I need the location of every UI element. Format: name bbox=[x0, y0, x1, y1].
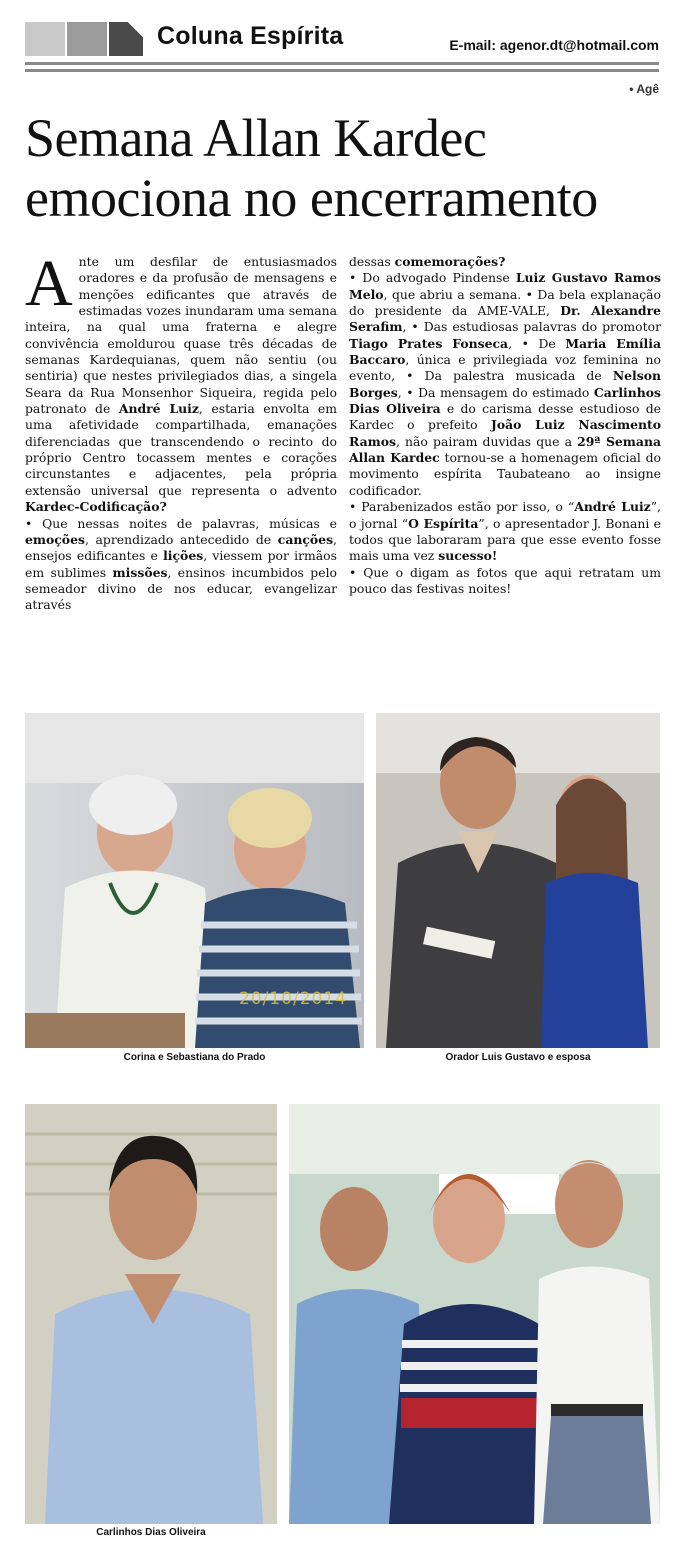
article-column-right bbox=[349, 254, 661, 597]
text: nte um desfilar de entusiasmados oradores e da profusão de mensagens e menções edificantes que através de estimadas vozes inundaram uma semana inteira, na qual uma fraterna e alegre convivência emoldurou quase três décadas de semanas Kardequianas, quem não sentiu (ou sentiria) que nestes privilegiados dias, a singela Seara da Rua Monsenhor Siqueira, regida pelo patronato de bbox=[25, 254, 337, 417]
article-headline bbox=[25, 108, 665, 228]
headline-line-2: emociona no encerramento bbox=[25, 168, 598, 228]
name-highlight: Carlinhos Dias Oliveira bbox=[349, 384, 661, 417]
term-highlight: lições bbox=[163, 548, 204, 564]
author-byline: • Agê bbox=[629, 82, 659, 96]
term-highlight: emoções bbox=[25, 531, 85, 547]
term-highlight: missões bbox=[112, 564, 168, 580]
column-header bbox=[0, 0, 679, 96]
header-rule-top bbox=[25, 62, 659, 65]
text: dessas bbox=[349, 254, 395, 269]
text: ”, o apresentador J. Bonani e todos que laboraram para que esse evento fosse mais uma vez bbox=[349, 515, 661, 564]
text: • Que nessas noites de palavras, músicas e bbox=[25, 515, 337, 531]
text: e do carisma desse estudioso de Kardec o prefeito bbox=[349, 401, 661, 433]
paragraph bbox=[25, 516, 337, 614]
text: , • De bbox=[508, 335, 566, 351]
text: tornou-se a homenagem oficial do movimento espírita Taubateano ao insigne codificador. bbox=[349, 450, 662, 498]
text: , única e privilegiada voz feminina no evento, • Da palestra musicada de bbox=[349, 352, 661, 384]
header-block-mid bbox=[67, 22, 107, 56]
photo-caption: Corina e Sebastiana do Prado bbox=[123, 1052, 266, 1063]
photo-image bbox=[376, 713, 660, 1048]
paragraph bbox=[349, 270, 661, 499]
paragraph: • Que o digam as fotos que aqui retratam um pouco das festivas noites! bbox=[349, 564, 661, 596]
text: , • Da mensagem do estimado bbox=[397, 384, 594, 400]
column-email: E-mail: agenor.dt@hotmail.com bbox=[449, 37, 659, 53]
photo-date-stamp: 20/10/2014 bbox=[239, 989, 347, 1009]
term-highlight: comemorações? bbox=[394, 254, 506, 269]
name-highlight: Nelson Borges bbox=[349, 368, 661, 400]
name-highlight: Luiz Gustavo Ramos Melo bbox=[349, 270, 661, 302]
text: , viessem por irmãos em sublimes bbox=[25, 548, 337, 580]
name-highlight: Tiago Prates Fonseca bbox=[349, 335, 509, 351]
name-highlight: André Luiz bbox=[118, 401, 199, 417]
text: • Do advogado Pindense bbox=[349, 270, 516, 286]
name-highlight: Maria Emília Baccaro bbox=[349, 335, 661, 368]
text: , • Das estudiosas palavras do promotor bbox=[402, 319, 661, 335]
text: , ensinos incumbidos pelo semeador divino de nos educar, evangelizar através bbox=[25, 564, 337, 613]
photo-corina-sebastiana bbox=[25, 713, 364, 1048]
column-title: Coluna Espírita bbox=[157, 22, 344, 50]
paragraph bbox=[349, 254, 661, 270]
photo-carlinhos bbox=[25, 1104, 277, 1524]
photo-image bbox=[289, 1104, 660, 1524]
photo-image bbox=[25, 1104, 277, 1524]
name-highlight: O Espírita bbox=[408, 515, 479, 531]
term-highlight: 29ª Semana Allan Kardec bbox=[349, 433, 661, 466]
photo-group bbox=[289, 1104, 660, 1524]
article-column-left bbox=[25, 247, 337, 614]
name-highlight: João Luiz Nascimento Ramos bbox=[349, 417, 661, 449]
term-highlight: Kardec-Codificação? bbox=[25, 499, 167, 515]
text: , ensejos edificantes e bbox=[25, 531, 337, 564]
text: , que abriu a semana. • Da bela explanação do presidente da AME-VALE, bbox=[349, 286, 661, 319]
photo-caption: Orador Luis Gustavo e esposa bbox=[445, 1052, 591, 1063]
text: • Parabenizados estão por isso, o “ bbox=[349, 499, 575, 515]
photo-caption: Carlinhos Dias Oliveira bbox=[96, 1527, 206, 1538]
paragraph bbox=[25, 247, 337, 516]
photo-luis-gustavo bbox=[376, 713, 660, 1048]
term-highlight: sucesso! bbox=[438, 548, 498, 564]
headline-line-1: Semana Allan Kardec bbox=[25, 108, 487, 168]
text: , aprendizado antecedido de bbox=[84, 531, 278, 547]
name-highlight: André Luiz bbox=[574, 499, 651, 515]
text: , não pairam duvidas que a bbox=[395, 433, 578, 449]
term-highlight: canções bbox=[277, 531, 334, 547]
text: , estaria envolta em uma afetividade compartilhada, emanações diferenciadas que transcendendo o recinto do próprio Centro tocassem mentes e corações circunstantes e adjacentes, pela própria extensão universal que representa o advento bbox=[25, 401, 337, 498]
paragraph bbox=[349, 499, 661, 564]
header-block-dark bbox=[109, 22, 143, 56]
header-block-light bbox=[25, 22, 65, 56]
drop-cap: A bbox=[25, 247, 73, 320]
header-rule-bottom bbox=[25, 69, 659, 72]
text: ”, o jornal “ bbox=[349, 499, 661, 531]
name-highlight: Dr. Alexandre Serafim bbox=[349, 303, 661, 335]
